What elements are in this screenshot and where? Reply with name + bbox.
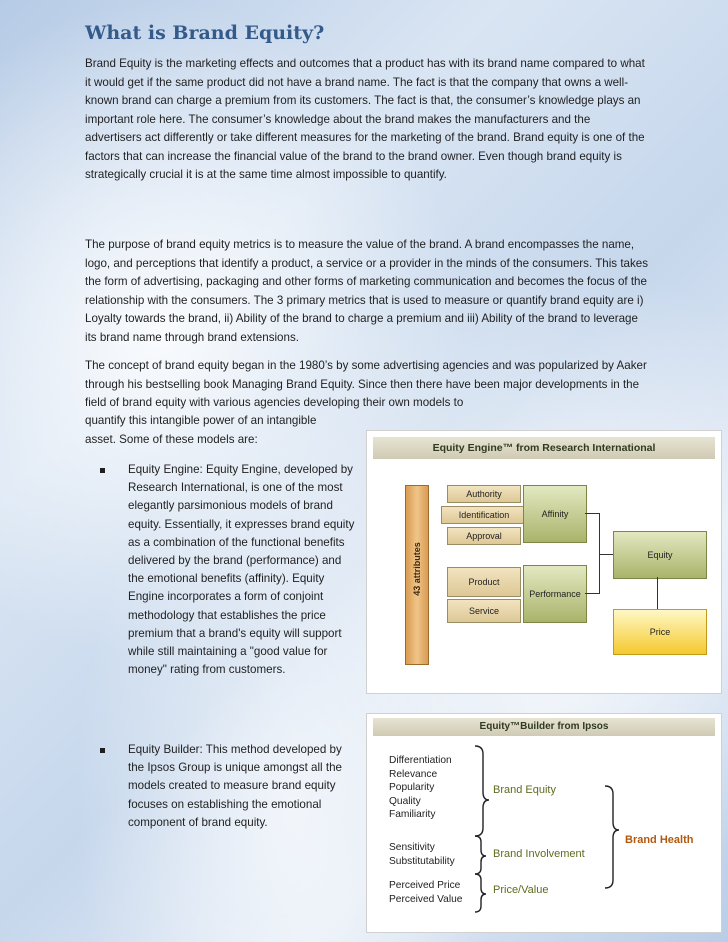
box-equity: Equity	[613, 531, 707, 579]
list-item: Differentiation	[389, 755, 452, 766]
box-price: Price	[613, 609, 707, 655]
list-item: Perceived Value	[389, 893, 463, 905]
connector-line	[599, 554, 613, 555]
label-price-value: Price/Value	[493, 884, 549, 896]
diagram-header: Equity™Builder from Ipsos	[373, 718, 715, 736]
box-performance: Performance	[523, 565, 587, 623]
box-product: Product	[447, 567, 521, 597]
box-service: Service	[447, 599, 521, 623]
list-item-text: Equity Builder: This method developed by the Ipsos Group is unique amongst all the models created to measure brand equity focuses on establishing the emotional component of brand equity.	[128, 743, 342, 829]
paragraph-2: The purpose of brand equity metrics is to measure the value of the brand. A brand encompasses the name, logo, and perceptions that identify a product, a service or a provider in the minds of the consumers. This takes the form of advertising, packaging and other forms of marketing communication and becomes the focus of the relationship with the consumers. The 3 primary metrics that is used to measure or quantify brand equity are i) Loyalty towards the brand, ii) Ability of the brand to charge a premium and iii) Ability of the brand to leverage its brand name through brand extensions.	[85, 238, 649, 344]
list-item: Sensitivity	[389, 842, 435, 853]
diagram-header: Equity Engine™ from Research International	[373, 437, 715, 459]
box-affinity: Affinity	[523, 485, 587, 543]
bullet-icon	[100, 748, 105, 753]
attributes-label: 43 attributes	[412, 542, 422, 596]
list-item: Familiarity	[389, 809, 436, 821]
paragraph-3-continued: quantify this intangible power of an intangible asset. Some of these models are:	[85, 414, 317, 446]
paragraph-1: Brand Equity is the marketing effects and outcomes that a product has with its brand name compared to what it would get if the same product did not have a brand name. The fact is that the company that owns a well-known brand can charge a premium from its customers. The fact is that, the consumer’s knowledge plays an important role here. The consumer’s knowledge about the brand makes the manufacturers and the advertisers act differently or take different measures for the marketing of the brand. Brand equity is one of the factors that can increase the financial value of the brand to the brand owner. Even though brand equity is strategically crucial it is at the same time almost impossible to quantify.	[85, 57, 645, 181]
attributes-bar	[405, 485, 429, 665]
list-item: Popularity	[389, 782, 435, 794]
paragraph-3: The concept of brand equity began in the 1980’s by some advertising agencies and was popularized by Aaker through his bestselling book Managing Brand Equity. Since then there have been major developments in the field of brand equity with various agencies developing their own models to	[85, 359, 647, 409]
connector-line	[585, 513, 599, 514]
equity-builder-diagram	[366, 713, 722, 933]
connector-line	[657, 577, 658, 609]
list-item: Perceived Price	[389, 880, 461, 891]
box-authority: Authority	[447, 485, 521, 503]
bullet-icon	[100, 468, 105, 473]
connector-line	[585, 593, 599, 594]
label-brand-involvement: Brand Involvement	[493, 848, 585, 860]
label-brand-health: Brand Health	[625, 834, 694, 846]
list-item: Substitutability	[389, 855, 455, 867]
page-title: What is Brand Equity?	[85, 22, 325, 44]
list-item-text: Equity Engine: Equity Engine, developed by Research International, is one of the most elegantly parsimonious models of brand equity. Essentially, it expresses brand equity as a combination of the functional benefits delivered by the brand (performance) and the emotional benefits (affinity). Equity Engine incorporates a form of conjoint methodology that establishes the price premium that a brand's equity will support while still maintaining a "good value for money" rating from customers.	[128, 463, 355, 677]
box-approval: Approval	[447, 527, 521, 545]
box-identification: Identification	[441, 506, 527, 524]
list-item: Quality	[389, 795, 421, 807]
equity-engine-diagram	[366, 430, 722, 694]
list-item: Relevance	[389, 768, 438, 780]
brace-graphics	[367, 714, 721, 932]
label-brand-equity: Brand Equity	[493, 784, 556, 796]
